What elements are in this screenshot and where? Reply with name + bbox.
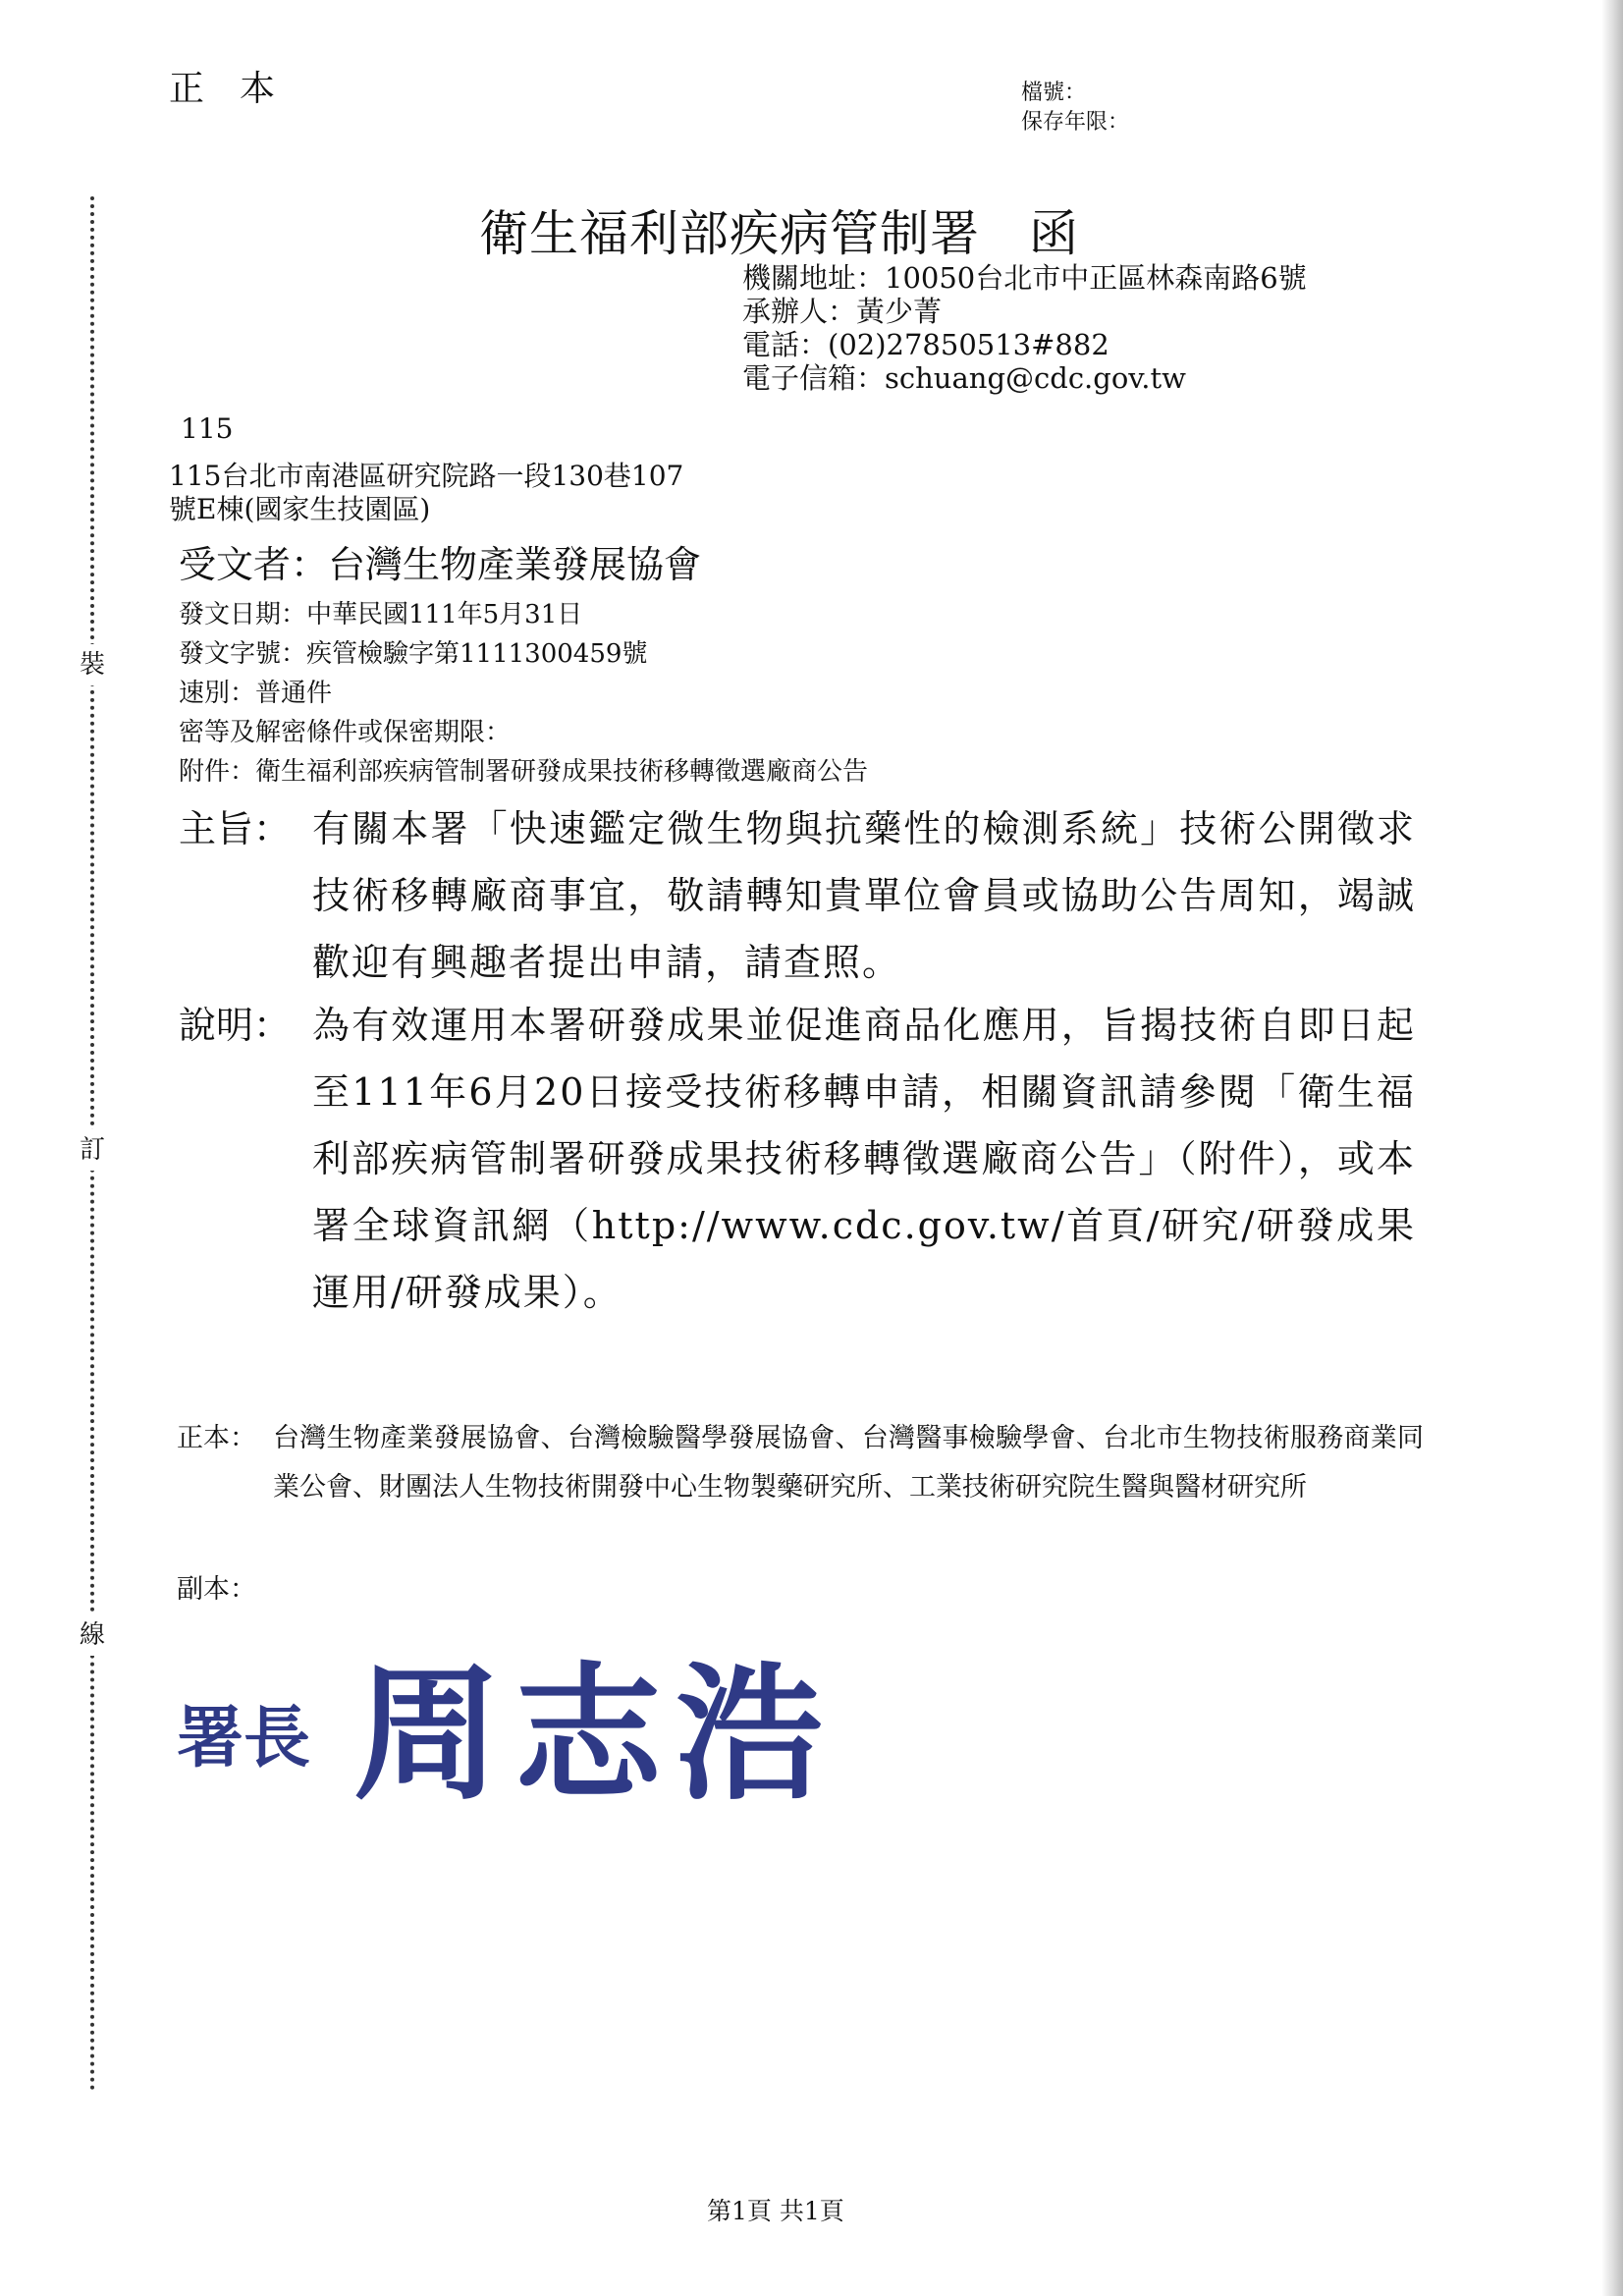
- delivery-speed: 速別：普通件: [179, 679, 333, 708]
- officer-phone: 電話：(02)27850513#882: [742, 328, 1109, 361]
- subject-label: 主旨：: [179, 807, 292, 850]
- copy-recipients-label: 副本：: [177, 1574, 256, 1605]
- recipient-address-line1: 115台北市南港區研究院路一段130巷107: [169, 460, 684, 492]
- recipient-name: 受文者：台灣生物產業發展協會: [179, 543, 702, 586]
- attachment-line: 附件：衛生福利部疾病管制署研發成果技術移轉徵選廠商公告: [179, 757, 869, 787]
- recipient-address: [169, 460, 683, 526]
- document-meta: [179, 595, 868, 792]
- binding-mark-zhuang: 裝: [77, 644, 108, 685]
- secrecy-level: 密等及解密條件或保密期限：: [179, 718, 512, 747]
- binding-mark-xian: 線: [77, 1614, 108, 1656]
- binding-mark-ding: 訂: [77, 1129, 108, 1171]
- seal-title: 署長: [177, 1701, 311, 1776]
- subject-text: 有關本署「快速鑑定微生物與抗藥性的檢測系統」技術公開徵求技術移轉廠商事宜，敬請轉知貴單位會員或協助公告周知，竭誠歡迎有興趣者提出申請，請查照。: [312, 807, 1416, 984]
- letter-title: [479, 194, 1079, 265]
- file-meta: [1021, 79, 1129, 137]
- recipient-zip: 115: [181, 412, 234, 445]
- seal-name: 周志浩: [353, 1655, 838, 1815]
- director-signature-stamp: [177, 1638, 884, 1815]
- scan-edge-shadow: [1601, 0, 1623, 2296]
- officer-name: 承辦人：黃少菁: [742, 295, 943, 328]
- contact-block: [742, 261, 1307, 395]
- description-label: 說明：: [179, 1004, 292, 1047]
- file-number-label: 檔號：: [1021, 81, 1087, 105]
- doc-type: 函: [1029, 205, 1079, 262]
- subject-section: [179, 795, 1416, 996]
- document-number: 發文字號：疾管檢驗字第1111300459號: [179, 639, 648, 669]
- issue-date: 發文日期：中華民國111年5月31日: [179, 600, 583, 629]
- retention-label: 保存年限：: [1021, 110, 1130, 135]
- original-distribution: [177, 1414, 1424, 1512]
- agency-name: 衛生福利部疾病管制署: [479, 205, 980, 262]
- description-section: [179, 992, 1416, 1326]
- copy-type-label: 正本: [169, 69, 311, 109]
- page-number: 第1頁 共1頁: [707, 2197, 844, 2225]
- original-recipients: 台灣生物產業發展協會、台灣檢驗醫學發展協會、台灣醫事檢驗學會、台北市生物技術服務商業同業公會、財團法人生物技術開發中心生物製藥研究所、工業技術研究院生醫與醫材研究所: [273, 1423, 1424, 1503]
- recipient-address-line2: 號E棟(國家生技園區): [169, 493, 431, 525]
- agency-address: 機關地址：10050台北市中正區林森南路6號: [742, 261, 1307, 295]
- description-text: 為有效運用本署研發成果並促進商品化應用，旨揭技術自即日起至111年6月20日接受技術移轉申請，相關資訊請參閱「衛生福利部疾病管制署研發成果技術移轉徵選廠商公告」（附件），或本署全球資訊網（http://www.cdc.gov.tw/首頁/研究/研發成果運用/研發成果）。: [312, 1004, 1416, 1314]
- officer-email: 電子信箱：schuang@cdc.gov.tw: [742, 361, 1186, 395]
- original-label: 正本：: [177, 1423, 256, 1453]
